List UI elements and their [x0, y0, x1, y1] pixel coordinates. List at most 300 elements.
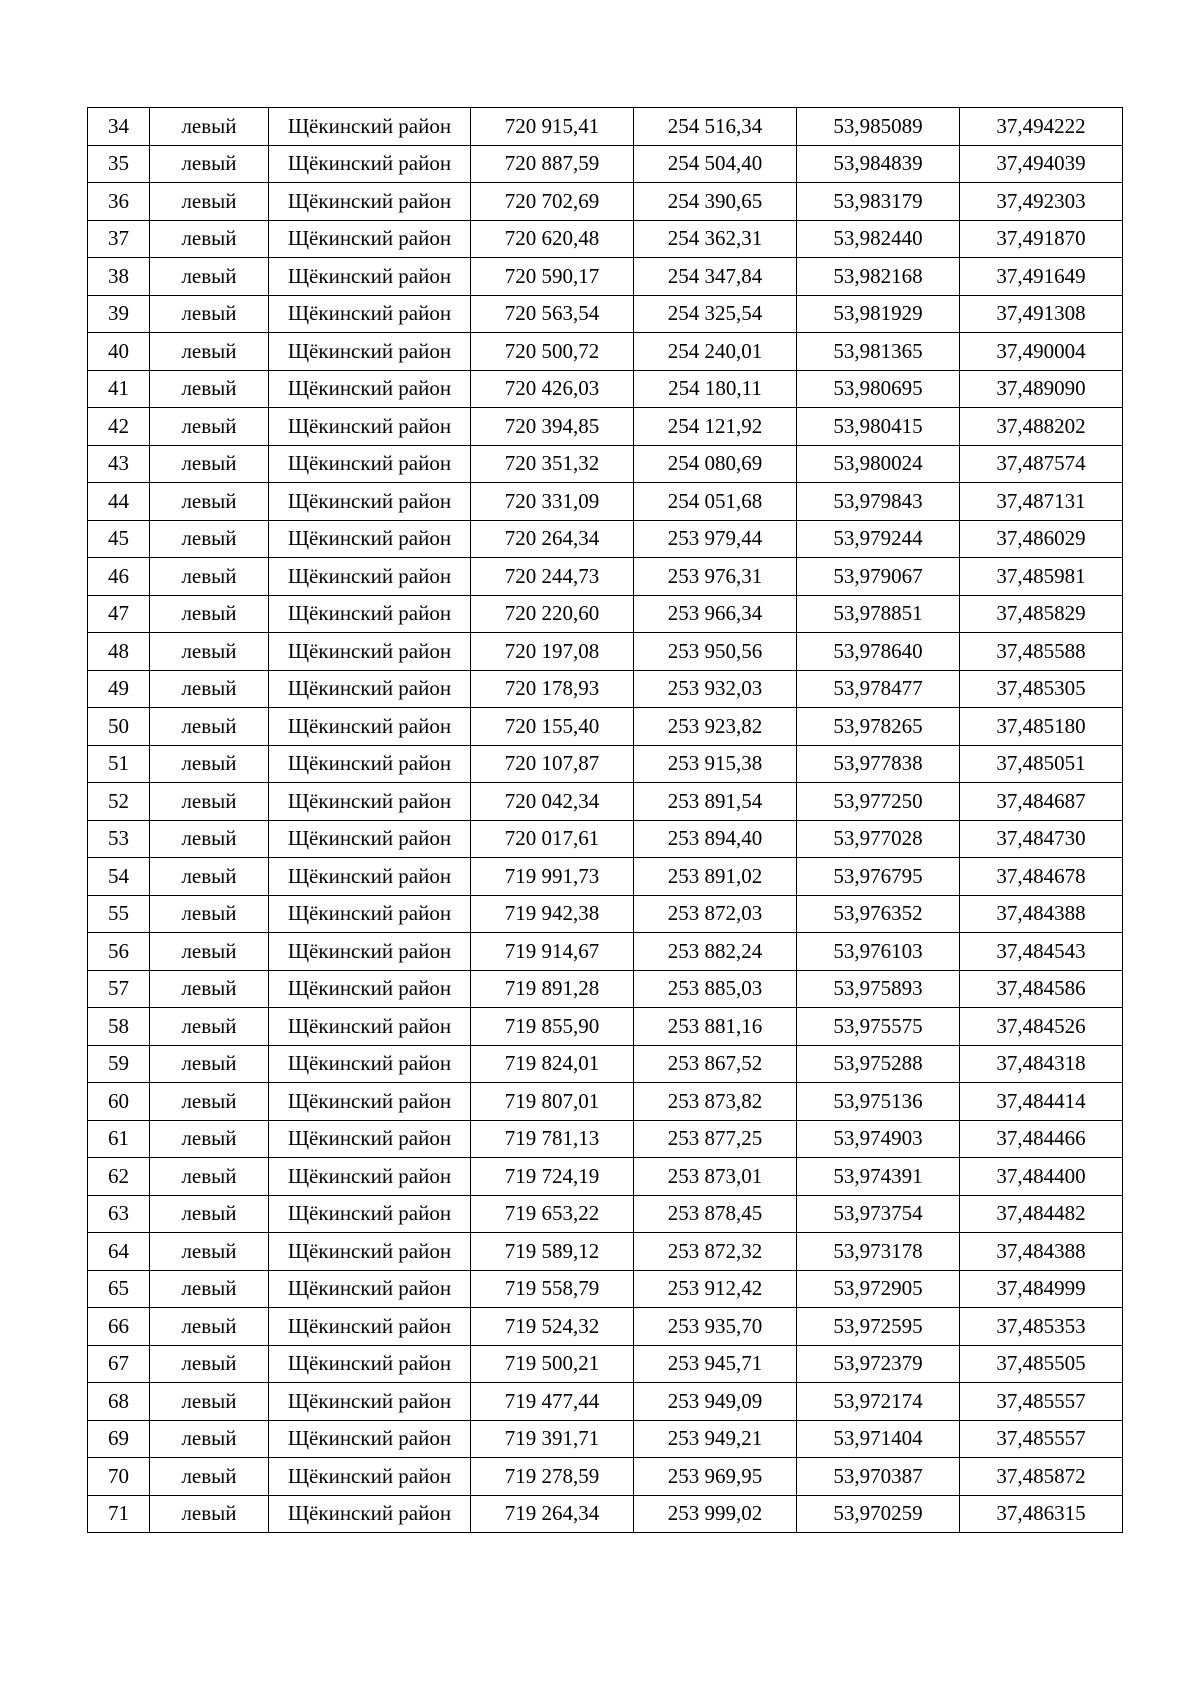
- longitude-cell: 37,491308: [960, 295, 1123, 333]
- point-number-cell: 52: [88, 783, 150, 821]
- y-coordinate-cell: 254 240,01: [634, 333, 797, 371]
- latitude-cell: 53,979843: [797, 483, 960, 521]
- table-row: [88, 145, 1123, 183]
- district-cell: Щёкинский район: [269, 1083, 471, 1121]
- x-coordinate-cell: 720 017,61: [471, 820, 634, 858]
- district-cell: Щёкинский район: [269, 933, 471, 971]
- district-cell: Щёкинский район: [269, 370, 471, 408]
- x-coordinate-cell: 720 590,17: [471, 258, 634, 296]
- x-coordinate-cell: 719 855,90: [471, 1008, 634, 1046]
- longitude-cell: 37,485180: [960, 708, 1123, 746]
- table-row: [88, 108, 1123, 146]
- point-number-cell: 60: [88, 1083, 150, 1121]
- table-row: [88, 258, 1123, 296]
- district-cell: Щёкинский район: [269, 1008, 471, 1046]
- point-number-cell: 40: [88, 333, 150, 371]
- x-coordinate-cell: 720 197,08: [471, 633, 634, 671]
- point-number-cell: 71: [88, 1495, 150, 1533]
- longitude-cell: 37,485557: [960, 1383, 1123, 1421]
- x-coordinate-cell: 720 500,72: [471, 333, 634, 371]
- table-row: [88, 445, 1123, 483]
- table-row: [88, 1308, 1123, 1346]
- point-number-cell: 63: [88, 1195, 150, 1233]
- longitude-cell: 37,487131: [960, 483, 1123, 521]
- table-row: [88, 633, 1123, 671]
- point-number-cell: 59: [88, 1045, 150, 1083]
- district-cell: Щёкинский район: [269, 145, 471, 183]
- district-cell: Щёкинский район: [269, 708, 471, 746]
- bank-side-cell: левый: [150, 258, 269, 296]
- longitude-cell: 37,491870: [960, 220, 1123, 258]
- point-number-cell: 56: [88, 933, 150, 971]
- point-number-cell: 41: [88, 370, 150, 408]
- point-number-cell: 44: [88, 483, 150, 521]
- x-coordinate-cell: 719 278,59: [471, 1458, 634, 1496]
- y-coordinate-cell: 253 999,02: [634, 1495, 797, 1533]
- x-coordinate-cell: 720 042,34: [471, 783, 634, 821]
- x-coordinate-cell: 719 942,38: [471, 895, 634, 933]
- y-coordinate-cell: 253 915,38: [634, 745, 797, 783]
- y-coordinate-cell: 253 912,42: [634, 1270, 797, 1308]
- x-coordinate-cell: 719 264,34: [471, 1495, 634, 1533]
- table-row: [88, 1495, 1123, 1533]
- longitude-cell: 37,484388: [960, 1233, 1123, 1271]
- bank-side-cell: левый: [150, 633, 269, 671]
- longitude-cell: 37,484678: [960, 858, 1123, 896]
- district-cell: Щёкинский район: [269, 1308, 471, 1346]
- longitude-cell: 37,485829: [960, 595, 1123, 633]
- point-number-cell: 49: [88, 670, 150, 708]
- longitude-cell: 37,484482: [960, 1195, 1123, 1233]
- bank-side-cell: левый: [150, 670, 269, 708]
- bank-side-cell: левый: [150, 445, 269, 483]
- x-coordinate-cell: 720 394,85: [471, 408, 634, 446]
- point-number-cell: 51: [88, 745, 150, 783]
- district-cell: Щёкинский район: [269, 483, 471, 521]
- latitude-cell: 53,983179: [797, 183, 960, 221]
- y-coordinate-cell: 253 872,03: [634, 895, 797, 933]
- y-coordinate-cell: 254 516,34: [634, 108, 797, 146]
- bank-side-cell: левый: [150, 1420, 269, 1458]
- longitude-cell: 37,494222: [960, 108, 1123, 146]
- bank-side-cell: левый: [150, 933, 269, 971]
- point-number-cell: 53: [88, 820, 150, 858]
- district-cell: Щёкинский район: [269, 333, 471, 371]
- bank-side-cell: левый: [150, 1270, 269, 1308]
- district-cell: Щёкинский район: [269, 745, 471, 783]
- latitude-cell: 53,978265: [797, 708, 960, 746]
- point-number-cell: 54: [88, 858, 150, 896]
- table-row: [88, 745, 1123, 783]
- x-coordinate-cell: 720 220,60: [471, 595, 634, 633]
- point-number-cell: 50: [88, 708, 150, 746]
- table-row: [88, 408, 1123, 446]
- bank-side-cell: левый: [150, 858, 269, 896]
- longitude-cell: 37,489090: [960, 370, 1123, 408]
- point-number-cell: 66: [88, 1308, 150, 1346]
- x-coordinate-cell: 720 178,93: [471, 670, 634, 708]
- district-cell: Щёкинский район: [269, 445, 471, 483]
- point-number-cell: 45: [88, 520, 150, 558]
- bank-side-cell: левый: [150, 783, 269, 821]
- y-coordinate-cell: 253 882,24: [634, 933, 797, 971]
- table-row: [88, 670, 1123, 708]
- district-cell: Щёкинский район: [269, 858, 471, 896]
- y-coordinate-cell: 253 950,56: [634, 633, 797, 671]
- longitude-cell: 37,485872: [960, 1458, 1123, 1496]
- latitude-cell: 53,982440: [797, 220, 960, 258]
- longitude-cell: 37,494039: [960, 145, 1123, 183]
- longitude-cell: 37,485051: [960, 745, 1123, 783]
- latitude-cell: 53,982168: [797, 258, 960, 296]
- bank-side-cell: левый: [150, 1458, 269, 1496]
- point-number-cell: 57: [88, 970, 150, 1008]
- point-number-cell: 55: [88, 895, 150, 933]
- district-cell: Щёкинский район: [269, 1270, 471, 1308]
- table-row: [88, 1120, 1123, 1158]
- x-coordinate-cell: 720 702,69: [471, 183, 634, 221]
- district-cell: Щёкинский район: [269, 295, 471, 333]
- district-cell: Щёкинский район: [269, 1345, 471, 1383]
- y-coordinate-cell: 254 180,11: [634, 370, 797, 408]
- bank-side-cell: левый: [150, 1120, 269, 1158]
- latitude-cell: 53,975136: [797, 1083, 960, 1121]
- district-cell: Щёкинский район: [269, 1045, 471, 1083]
- table-row: [88, 333, 1123, 371]
- point-number-cell: 36: [88, 183, 150, 221]
- latitude-cell: 53,978640: [797, 633, 960, 671]
- bank-side-cell: левый: [150, 220, 269, 258]
- point-number-cell: 46: [88, 558, 150, 596]
- district-cell: Щёкинский район: [269, 1420, 471, 1458]
- point-number-cell: 69: [88, 1420, 150, 1458]
- longitude-cell: 37,484414: [960, 1083, 1123, 1121]
- latitude-cell: 53,972595: [797, 1308, 960, 1346]
- y-coordinate-cell: 254 390,65: [634, 183, 797, 221]
- point-number-cell: 43: [88, 445, 150, 483]
- latitude-cell: 53,979244: [797, 520, 960, 558]
- latitude-cell: 53,980695: [797, 370, 960, 408]
- y-coordinate-cell: 253 873,01: [634, 1158, 797, 1196]
- y-coordinate-cell: 253 891,54: [634, 783, 797, 821]
- point-number-cell: 39: [88, 295, 150, 333]
- bank-side-cell: левый: [150, 1383, 269, 1421]
- latitude-cell: 53,979067: [797, 558, 960, 596]
- table-row: [88, 783, 1123, 821]
- table-row: [88, 220, 1123, 258]
- bank-side-cell: левый: [150, 408, 269, 446]
- longitude-cell: 37,486029: [960, 520, 1123, 558]
- point-number-cell: 35: [88, 145, 150, 183]
- x-coordinate-cell: 720 887,59: [471, 145, 634, 183]
- district-cell: Щёкинский район: [269, 1495, 471, 1533]
- district-cell: Щёкинский район: [269, 183, 471, 221]
- y-coordinate-cell: 253 945,71: [634, 1345, 797, 1383]
- bank-side-cell: левый: [150, 595, 269, 633]
- district-cell: Щёкинский район: [269, 633, 471, 671]
- table-row: [88, 595, 1123, 633]
- table-row: [88, 483, 1123, 521]
- district-cell: Щёкинский район: [269, 1458, 471, 1496]
- bank-side-cell: левый: [150, 483, 269, 521]
- bank-side-cell: левый: [150, 1158, 269, 1196]
- point-number-cell: 48: [88, 633, 150, 671]
- table-row: [88, 1158, 1123, 1196]
- table-row: [88, 1233, 1123, 1271]
- latitude-cell: 53,985089: [797, 108, 960, 146]
- longitude-cell: 37,485588: [960, 633, 1123, 671]
- table-row: [88, 183, 1123, 221]
- table-row: [88, 895, 1123, 933]
- x-coordinate-cell: 719 589,12: [471, 1233, 634, 1271]
- table-row: [88, 970, 1123, 1008]
- bank-side-cell: левый: [150, 895, 269, 933]
- district-cell: Щёкинский район: [269, 1383, 471, 1421]
- longitude-cell: 37,485353: [960, 1308, 1123, 1346]
- longitude-cell: 37,487574: [960, 445, 1123, 483]
- latitude-cell: 53,970259: [797, 1495, 960, 1533]
- longitude-cell: 37,484526: [960, 1008, 1123, 1046]
- longitude-cell: 37,484400: [960, 1158, 1123, 1196]
- y-coordinate-cell: 253 976,31: [634, 558, 797, 596]
- point-number-cell: 67: [88, 1345, 150, 1383]
- point-number-cell: 58: [88, 1008, 150, 1046]
- longitude-cell: 37,484999: [960, 1270, 1123, 1308]
- district-cell: Щёкинский район: [269, 258, 471, 296]
- latitude-cell: 53,981929: [797, 295, 960, 333]
- longitude-cell: 37,486315: [960, 1495, 1123, 1533]
- point-number-cell: 64: [88, 1233, 150, 1271]
- table-row: [88, 1083, 1123, 1121]
- longitude-cell: 37,485981: [960, 558, 1123, 596]
- latitude-cell: 53,977250: [797, 783, 960, 821]
- x-coordinate-cell: 719 914,67: [471, 933, 634, 971]
- table-row: [88, 820, 1123, 858]
- y-coordinate-cell: 253 979,44: [634, 520, 797, 558]
- latitude-cell: 53,978851: [797, 595, 960, 633]
- latitude-cell: 53,971404: [797, 1420, 960, 1458]
- latitude-cell: 53,977838: [797, 745, 960, 783]
- bank-side-cell: левый: [150, 145, 269, 183]
- point-number-cell: 61: [88, 1120, 150, 1158]
- x-coordinate-cell: 720 915,41: [471, 108, 634, 146]
- point-number-cell: 37: [88, 220, 150, 258]
- latitude-cell: 53,970387: [797, 1458, 960, 1496]
- district-cell: Щёкинский район: [269, 558, 471, 596]
- y-coordinate-cell: 253 873,82: [634, 1083, 797, 1121]
- latitude-cell: 53,977028: [797, 820, 960, 858]
- bank-side-cell: левый: [150, 1195, 269, 1233]
- x-coordinate-cell: 720 244,73: [471, 558, 634, 596]
- x-coordinate-cell: 719 724,19: [471, 1158, 634, 1196]
- point-number-cell: 47: [88, 595, 150, 633]
- bank-side-cell: левый: [150, 1045, 269, 1083]
- bank-side-cell: левый: [150, 1008, 269, 1046]
- latitude-cell: 53,972905: [797, 1270, 960, 1308]
- longitude-cell: 37,485557: [960, 1420, 1123, 1458]
- bank-side-cell: левый: [150, 333, 269, 371]
- bank-side-cell: левый: [150, 1233, 269, 1271]
- y-coordinate-cell: 254 080,69: [634, 445, 797, 483]
- point-number-cell: 34: [88, 108, 150, 146]
- x-coordinate-cell: 719 824,01: [471, 1045, 634, 1083]
- y-coordinate-cell: 253 935,70: [634, 1308, 797, 1346]
- y-coordinate-cell: 253 867,52: [634, 1045, 797, 1083]
- bank-side-cell: левый: [150, 295, 269, 333]
- latitude-cell: 53,981365: [797, 333, 960, 371]
- table-row: [88, 558, 1123, 596]
- bank-side-cell: левый: [150, 183, 269, 221]
- x-coordinate-cell: 720 351,32: [471, 445, 634, 483]
- table-row: [88, 295, 1123, 333]
- table-row: [88, 1420, 1123, 1458]
- latitude-cell: 53,972174: [797, 1383, 960, 1421]
- bank-side-cell: левый: [150, 745, 269, 783]
- longitude-cell: 37,485305: [960, 670, 1123, 708]
- bank-side-cell: левый: [150, 970, 269, 1008]
- table-row: [88, 520, 1123, 558]
- district-cell: Щёкинский район: [269, 1233, 471, 1271]
- x-coordinate-cell: 720 331,09: [471, 483, 634, 521]
- y-coordinate-cell: 253 969,95: [634, 1458, 797, 1496]
- bank-side-cell: левый: [150, 1495, 269, 1533]
- y-coordinate-cell: 253 881,16: [634, 1008, 797, 1046]
- district-cell: Щёкинский район: [269, 595, 471, 633]
- coordinates-table: [87, 107, 1123, 1533]
- district-cell: Щёкинский район: [269, 670, 471, 708]
- y-coordinate-cell: 254 347,84: [634, 258, 797, 296]
- table-row: [88, 1270, 1123, 1308]
- y-coordinate-cell: 253 891,02: [634, 858, 797, 896]
- point-number-cell: 65: [88, 1270, 150, 1308]
- table-row: [88, 1383, 1123, 1421]
- longitude-cell: 37,484466: [960, 1120, 1123, 1158]
- latitude-cell: 53,976103: [797, 933, 960, 971]
- district-cell: Щёкинский район: [269, 408, 471, 446]
- latitude-cell: 53,973178: [797, 1233, 960, 1271]
- longitude-cell: 37,491649: [960, 258, 1123, 296]
- bank-side-cell: левый: [150, 820, 269, 858]
- x-coordinate-cell: 720 155,40: [471, 708, 634, 746]
- table-row: [88, 1195, 1123, 1233]
- point-number-cell: 70: [88, 1458, 150, 1496]
- latitude-cell: 53,973754: [797, 1195, 960, 1233]
- bank-side-cell: левый: [150, 708, 269, 746]
- district-cell: Щёкинский район: [269, 108, 471, 146]
- longitude-cell: 37,484388: [960, 895, 1123, 933]
- latitude-cell: 53,980415: [797, 408, 960, 446]
- district-cell: Щёкинский район: [269, 1195, 471, 1233]
- district-cell: Щёкинский район: [269, 970, 471, 1008]
- longitude-cell: 37,484586: [960, 970, 1123, 1008]
- latitude-cell: 53,974391: [797, 1158, 960, 1196]
- latitude-cell: 53,976352: [797, 895, 960, 933]
- bank-side-cell: левый: [150, 108, 269, 146]
- y-coordinate-cell: 254 362,31: [634, 220, 797, 258]
- latitude-cell: 53,975893: [797, 970, 960, 1008]
- y-coordinate-cell: 253 885,03: [634, 970, 797, 1008]
- bank-side-cell: левый: [150, 1345, 269, 1383]
- longitude-cell: 37,484318: [960, 1045, 1123, 1083]
- y-coordinate-cell: 253 923,82: [634, 708, 797, 746]
- x-coordinate-cell: 719 807,01: [471, 1083, 634, 1121]
- bank-side-cell: левый: [150, 558, 269, 596]
- point-number-cell: 62: [88, 1158, 150, 1196]
- table-row: [88, 708, 1123, 746]
- y-coordinate-cell: 254 121,92: [634, 408, 797, 446]
- x-coordinate-cell: 719 558,79: [471, 1270, 634, 1308]
- y-coordinate-cell: 254 504,40: [634, 145, 797, 183]
- point-number-cell: 68: [88, 1383, 150, 1421]
- bank-side-cell: левый: [150, 1083, 269, 1121]
- table-row: [88, 1045, 1123, 1083]
- x-coordinate-cell: 719 653,22: [471, 1195, 634, 1233]
- point-number-cell: 38: [88, 258, 150, 296]
- y-coordinate-cell: 253 877,25: [634, 1120, 797, 1158]
- y-coordinate-cell: 253 966,34: [634, 595, 797, 633]
- x-coordinate-cell: 720 620,48: [471, 220, 634, 258]
- x-coordinate-cell: 719 391,71: [471, 1420, 634, 1458]
- longitude-cell: 37,484730: [960, 820, 1123, 858]
- y-coordinate-cell: 254 051,68: [634, 483, 797, 521]
- x-coordinate-cell: 719 781,13: [471, 1120, 634, 1158]
- x-coordinate-cell: 719 500,21: [471, 1345, 634, 1383]
- district-cell: Щёкинский район: [269, 895, 471, 933]
- y-coordinate-cell: 253 932,03: [634, 670, 797, 708]
- bank-side-cell: левый: [150, 520, 269, 558]
- district-cell: Щёкинский район: [269, 820, 471, 858]
- bank-side-cell: левый: [150, 1308, 269, 1346]
- longitude-cell: 37,485505: [960, 1345, 1123, 1383]
- latitude-cell: 53,972379: [797, 1345, 960, 1383]
- x-coordinate-cell: 719 991,73: [471, 858, 634, 896]
- longitude-cell: 37,484687: [960, 783, 1123, 821]
- x-coordinate-cell: 720 107,87: [471, 745, 634, 783]
- longitude-cell: 37,492303: [960, 183, 1123, 221]
- district-cell: Щёкинский район: [269, 1120, 471, 1158]
- district-cell: Щёкинский район: [269, 520, 471, 558]
- y-coordinate-cell: 254 325,54: [634, 295, 797, 333]
- table-row: [88, 1458, 1123, 1496]
- latitude-cell: 53,974903: [797, 1120, 960, 1158]
- x-coordinate-cell: 719 891,28: [471, 970, 634, 1008]
- longitude-cell: 37,484543: [960, 933, 1123, 971]
- x-coordinate-cell: 719 477,44: [471, 1383, 634, 1421]
- latitude-cell: 53,975288: [797, 1045, 960, 1083]
- latitude-cell: 53,976795: [797, 858, 960, 896]
- x-coordinate-cell: 720 426,03: [471, 370, 634, 408]
- y-coordinate-cell: 253 872,32: [634, 1233, 797, 1271]
- y-coordinate-cell: 253 878,45: [634, 1195, 797, 1233]
- table-row: [88, 933, 1123, 971]
- x-coordinate-cell: 719 524,32: [471, 1308, 634, 1346]
- coordinates-table-body: [88, 108, 1123, 1533]
- table-row: [88, 370, 1123, 408]
- table-row: [88, 858, 1123, 896]
- y-coordinate-cell: 253 949,21: [634, 1420, 797, 1458]
- latitude-cell: 53,975575: [797, 1008, 960, 1046]
- point-number-cell: 42: [88, 408, 150, 446]
- y-coordinate-cell: 253 894,40: [634, 820, 797, 858]
- longitude-cell: 37,488202: [960, 408, 1123, 446]
- table-row: [88, 1008, 1123, 1046]
- longitude-cell: 37,490004: [960, 333, 1123, 371]
- district-cell: Щёкинский район: [269, 783, 471, 821]
- bank-side-cell: левый: [150, 370, 269, 408]
- latitude-cell: 53,984839: [797, 145, 960, 183]
- y-coordinate-cell: 253 949,09: [634, 1383, 797, 1421]
- district-cell: Щёкинский район: [269, 1158, 471, 1196]
